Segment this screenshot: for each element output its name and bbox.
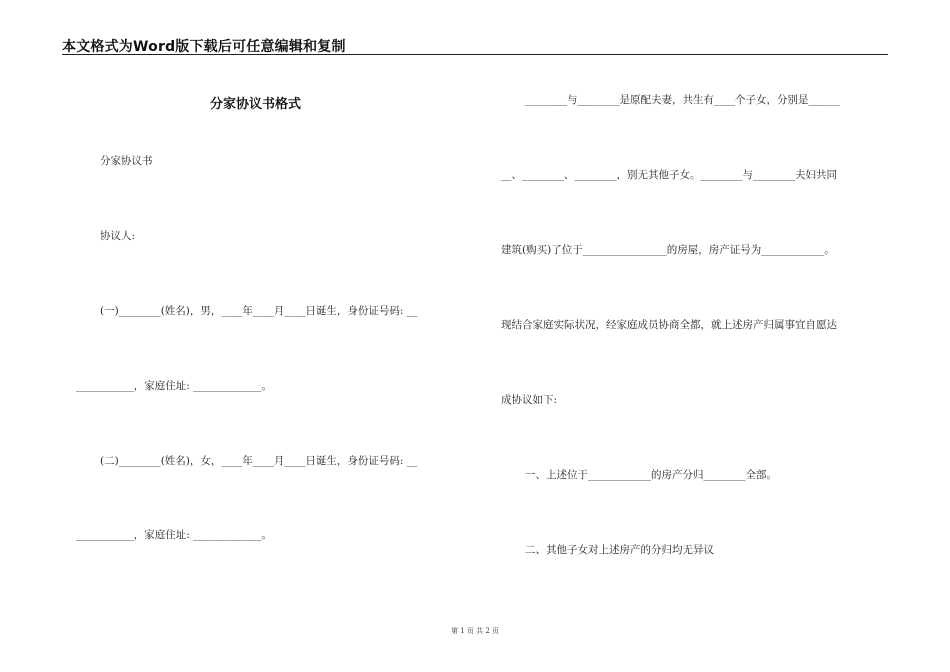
paragraph-line: 一、上述位于____________的房产分归________全部。 xyxy=(525,469,777,481)
header-divider xyxy=(62,54,888,55)
paragraph-line: (二)________(姓名)，女，____年____月____日诞生，身份证号码: __ xyxy=(100,455,418,467)
paragraph-line: (一)________(姓名)，男，____年____月____日诞生，身份证号码: __ xyxy=(100,305,418,317)
paragraph-line: 协议人: xyxy=(100,230,136,242)
paragraph-line: 分家协议书 xyxy=(100,155,153,167)
paragraph-line: 二、其他子女对上述房产的分归均无异议 xyxy=(525,544,714,556)
paragraph-line: ___________，家庭住址: _____________。 xyxy=(76,529,272,541)
paragraph-line: 现结合家庭实际状况，经家庭成员协商全都，就上述房产归属事宜自愿达 xyxy=(501,319,837,331)
document-title: 分家协议书格式 xyxy=(210,97,302,112)
paragraph-line: 建筑(购买)了位于________________的房屋，房产证号为____________。 xyxy=(501,244,835,256)
page-indicator: 第 1 页 共 2 页 xyxy=(450,627,500,635)
paragraph-line: __、________、________，别无其他子女。________与________夫妇共同 xyxy=(501,169,837,181)
paragraph-line: ___________，家庭住址: _____________。 xyxy=(76,380,272,392)
paragraph-line: ________与________是原配夫妻，共生有____个子女，分别是______ xyxy=(525,94,840,106)
header-text: 本文格式为Word版下载后可任意编辑和复制 xyxy=(62,39,346,55)
paragraph-line: 成协议如下: xyxy=(501,394,558,406)
